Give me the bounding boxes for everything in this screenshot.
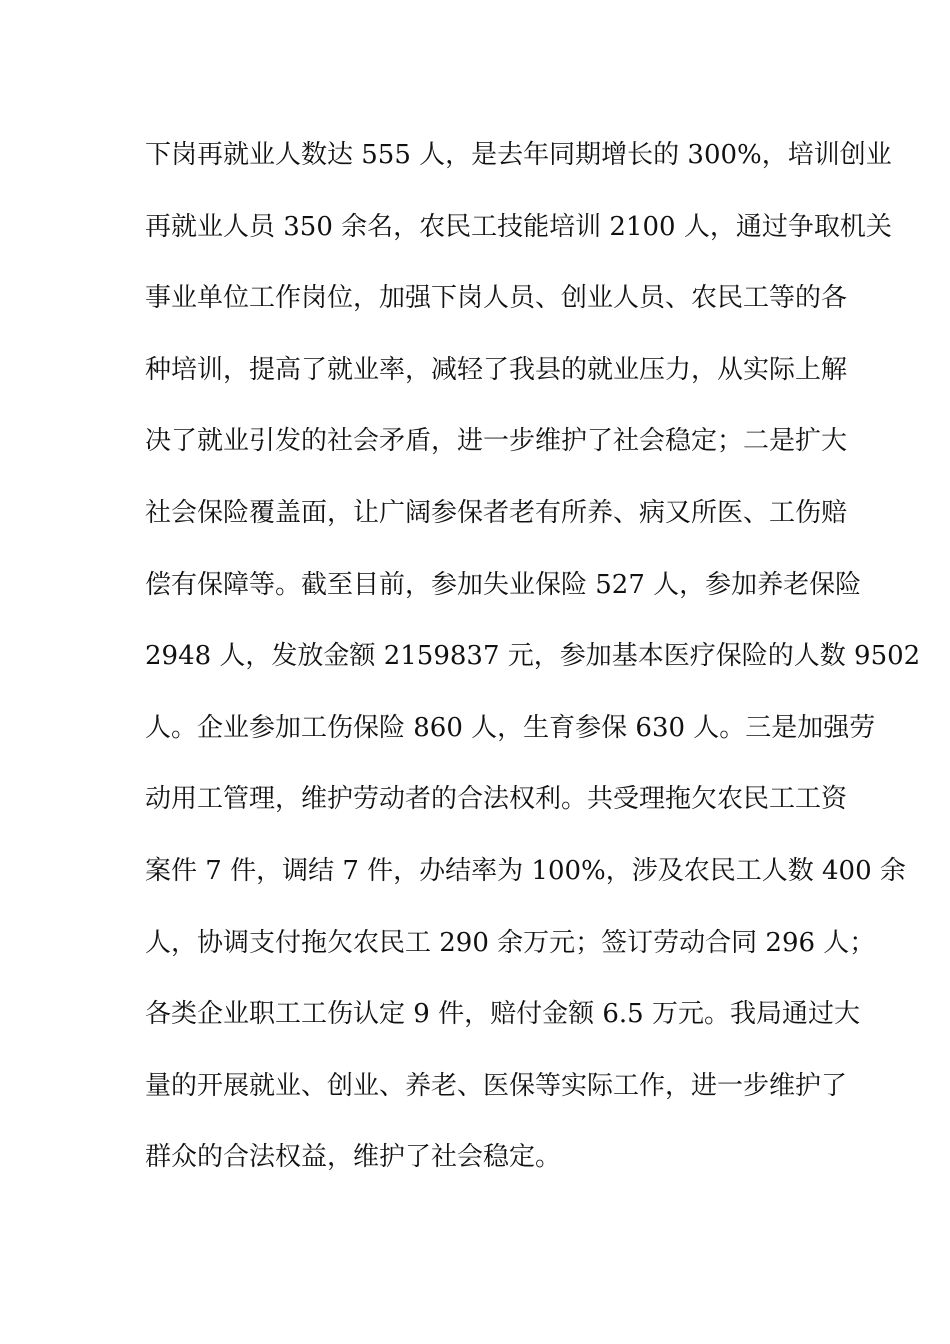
paragraph-line: 事业单位工作岗位，加强下岗人员、创业人员、农民工等的各 [145, 283, 848, 314]
paragraph-line: 人。企业参加工伤保险 860 人，生育参保 630 人。三是加强劳 [145, 712, 876, 743]
paragraph-line: 群众的合法权益，维护了社会稳定。 [145, 1142, 562, 1173]
paragraph-line: 偿有保障等。截至目前，参加失业保险 527 人，参加养老保险 [145, 569, 862, 600]
paragraph-line: 量的开展就业、创业、养老、医保等实际工作，进一步维护了 [145, 1070, 848, 1101]
paragraph-line: 决了就业引发的社会矛盾，进一步维护了社会稳定；二是扩大 [145, 426, 848, 457]
paragraph-line: 再就业人员 350 余名，农民工技能培训 2100 人，通过争取机关 [145, 211, 892, 242]
body-paragraph [145, 130, 921, 1204]
paragraph-line: 种培训，提高了就业率，减轻了我县的就业压力，从实际上解 [145, 354, 848, 385]
paragraph-line: 社会保险覆盖面，让广阔参保者老有所养、病又所医、工伤赔 [145, 497, 848, 528]
paragraph-line: 各类企业职工工伤认定 9 件，赔付金额 6.5 万元。我局通过大 [145, 999, 860, 1030]
paragraph-line: 动用工管理，维护劳动者的合法权利。共受理拖欠农民工工资 [145, 784, 848, 815]
paragraph-line: 案件 7 件，调结 7 件，办结率为 100%，涉及农民工人数 400 余 [145, 855, 906, 886]
paragraph-line: 人，协调支付拖欠农民工 290 余万元；签订劳动合同 296 人； [145, 927, 876, 958]
paragraph-line: 下岗再就业人数达 555 人，是去年同期增长的 300%，培训创业 [145, 140, 892, 170]
paragraph-line: 2948 人，发放金额 2159837 元，参加基本医疗保险的人数 9502 [145, 641, 921, 672]
